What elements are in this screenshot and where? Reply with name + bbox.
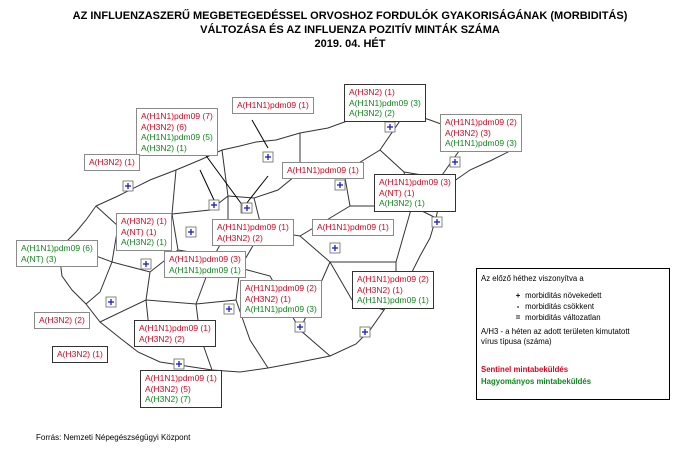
virus-sample-line: A(H1N1)pdm09 (2) (445, 117, 517, 127)
label-box-heves (282, 162, 364, 179)
virus-sample-line: A(H3N2) (1) (357, 284, 403, 295)
label-box-jasz (312, 219, 394, 236)
title-line-2: VÁLTOZÁSA ÉS AZ INFLUENZA POZITÍV MINTÁK SZÁMA (200, 24, 500, 36)
virus-sample-line: A(H3N2) (5) (145, 383, 191, 394)
leader-line (252, 120, 268, 148)
virus-sample-line: A(H3N2) (2) (349, 108, 395, 118)
label-box-szabolcs (440, 114, 522, 152)
virus-sample-line: A(H3N2) (2) (139, 333, 185, 344)
increase-marker-icon (123, 181, 133, 191)
virus-sample-line: A(H3N2) (1) (349, 87, 395, 97)
legend-item-unchanged (513, 313, 601, 323)
label-box-nograd (232, 97, 314, 114)
increase-marker-icon (141, 259, 151, 269)
virus-sample-line: A(H1N1)pdm09 (2) (357, 274, 429, 284)
label-box-borsod (344, 84, 426, 122)
increase-marker-icon (450, 157, 460, 167)
virus-sample-line: A(H3N2) (1) (141, 142, 187, 153)
virus-sample-line: A(H1N1)pdm09 (1) (217, 222, 289, 232)
virus-sample-line: A(H3N2) (1) (379, 198, 425, 208)
label-box-komarom (116, 213, 172, 251)
legend-item-label: morbiditás csökkent (525, 302, 595, 311)
legend-item-label: morbiditás növekedett (525, 291, 602, 300)
source-credit: Forrás: Nemzeti Népegészségügyi Központ (36, 433, 191, 442)
label-box-baranya (140, 370, 222, 408)
increase-marker-icon (330, 243, 340, 253)
virus-sample-line: A(H1N1)pdm09 (5) (141, 132, 213, 142)
increase-marker-icon (295, 322, 305, 332)
title-line-1: AZ INFLUENZASZERŰ MEGBETEGEDÉSSEL ORVOSHOZ FORDULÓK GYAKORISÁGÁNAK (MORBIDITÁS) (72, 10, 628, 22)
increase-marker-icon (432, 217, 442, 227)
virus-sample-line: A(NT) (1) (121, 226, 157, 237)
label-box-fejer (212, 219, 294, 246)
legend-heading: Az előző héthez viszonyítva a (481, 274, 584, 283)
virus-sample-line: A(NT) (3) (21, 253, 57, 264)
label-box-zala (34, 312, 90, 329)
virus-sample-line: A(H3N2) (2) (39, 315, 85, 325)
virus-sample-line: A(H1N1)pdm09 (1) (287, 165, 359, 175)
virus-sample-line: A(H1N1)pdm09 (3) (349, 97, 421, 108)
legend-hagyomanyos: Hagyományos mintabeküldés (481, 377, 592, 386)
virus-sample-line: A(H1N1)pdm09 (1) (357, 295, 429, 305)
virus-sample-line: A(H3N2) (1) (89, 157, 135, 167)
virus-sample-line: A(H3N2) (6) (141, 121, 187, 132)
virus-sample-line: A(H1N1)pdm09 (3) (169, 254, 241, 264)
virus-sample-line: A(H1N1)pdm09 (2) (245, 283, 317, 293)
label-box-gyor (84, 154, 140, 171)
increase-marker-icon (106, 297, 116, 307)
virus-sample-line: A(H3N2) (1) (245, 293, 291, 304)
increase-marker-icon (360, 327, 370, 337)
virus-sample-line: A(H3N2) (7) (145, 394, 191, 404)
minus-symbol: - (516, 302, 520, 311)
virus-sample-line: A(H3N2) (1) (121, 237, 167, 247)
increase-marker-icon (174, 359, 184, 369)
virus-sample-line: A(H1N1)pdm09 (3) (245, 304, 317, 314)
legend-note-line-1: A/H3 - a héten az adott területen kimutatott (481, 327, 630, 336)
virus-sample-line: A(H3N2) (1) (121, 216, 167, 226)
legend-sentinel: Sentinel mintabeküldés (481, 365, 569, 374)
increase-marker-icon (263, 152, 273, 162)
virus-sample-line: A(NT) (1) (379, 187, 415, 198)
virus-sample-line: A(H3N2) (1) (57, 349, 103, 359)
leader-line (246, 176, 268, 204)
virus-sample-line: A(H1N1)pdm09 (7) (141, 111, 213, 121)
label-box-hajdu (374, 174, 456, 212)
virus-sample-line: A(H1N1)pdm09 (6) (21, 243, 93, 253)
label-box-bacs (240, 280, 322, 318)
label-box-bekes (352, 271, 434, 309)
plus-symbol: + (515, 291, 521, 300)
leader-line (200, 170, 214, 200)
virus-sample-line: A(H3N2) (2) (217, 232, 263, 243)
virus-sample-line: A(H1N1)pdm09 (1) (237, 100, 309, 110)
increase-marker-icon (224, 304, 234, 314)
increase-marker-icon (186, 227, 196, 237)
label-box-somogy (52, 346, 108, 363)
label-box-pest-budapest (136, 108, 218, 156)
virus-sample-line: A(H1N1)pdm09 (1) (139, 323, 211, 333)
equals-symbol: = (515, 313, 521, 322)
increase-marker-icon (385, 122, 395, 132)
label-box-tolna (134, 320, 216, 347)
legend-item-decrease (513, 302, 594, 312)
increase-marker-icon (242, 203, 252, 213)
virus-sample-line: A(H3N2) (3) (445, 127, 491, 138)
label-box-vas (16, 240, 98, 267)
legend-item-increase (513, 291, 601, 301)
legend (476, 268, 670, 400)
virus-sample-line: A(H1N1)pdm09 (1) (317, 222, 389, 232)
increase-marker-icon (209, 200, 219, 210)
virus-sample-line: A(H1N1)pdm09 (1) (169, 264, 241, 275)
legend-note-line-2: vírus típusa (száma) (481, 337, 552, 346)
virus-sample-line: A(H1N1)pdm09 (3) (445, 138, 517, 148)
virus-sample-line: A(H1N1)pdm09 (1) (145, 373, 217, 383)
virus-sample-line: A(H1N1)pdm09 (3) (379, 177, 451, 187)
label-box-veszprem (164, 251, 246, 278)
title-line-3: 2019. 04. HÉT (314, 38, 386, 50)
increase-marker-icon (335, 180, 345, 190)
legend-item-label: morbiditás változatlan (525, 313, 601, 322)
